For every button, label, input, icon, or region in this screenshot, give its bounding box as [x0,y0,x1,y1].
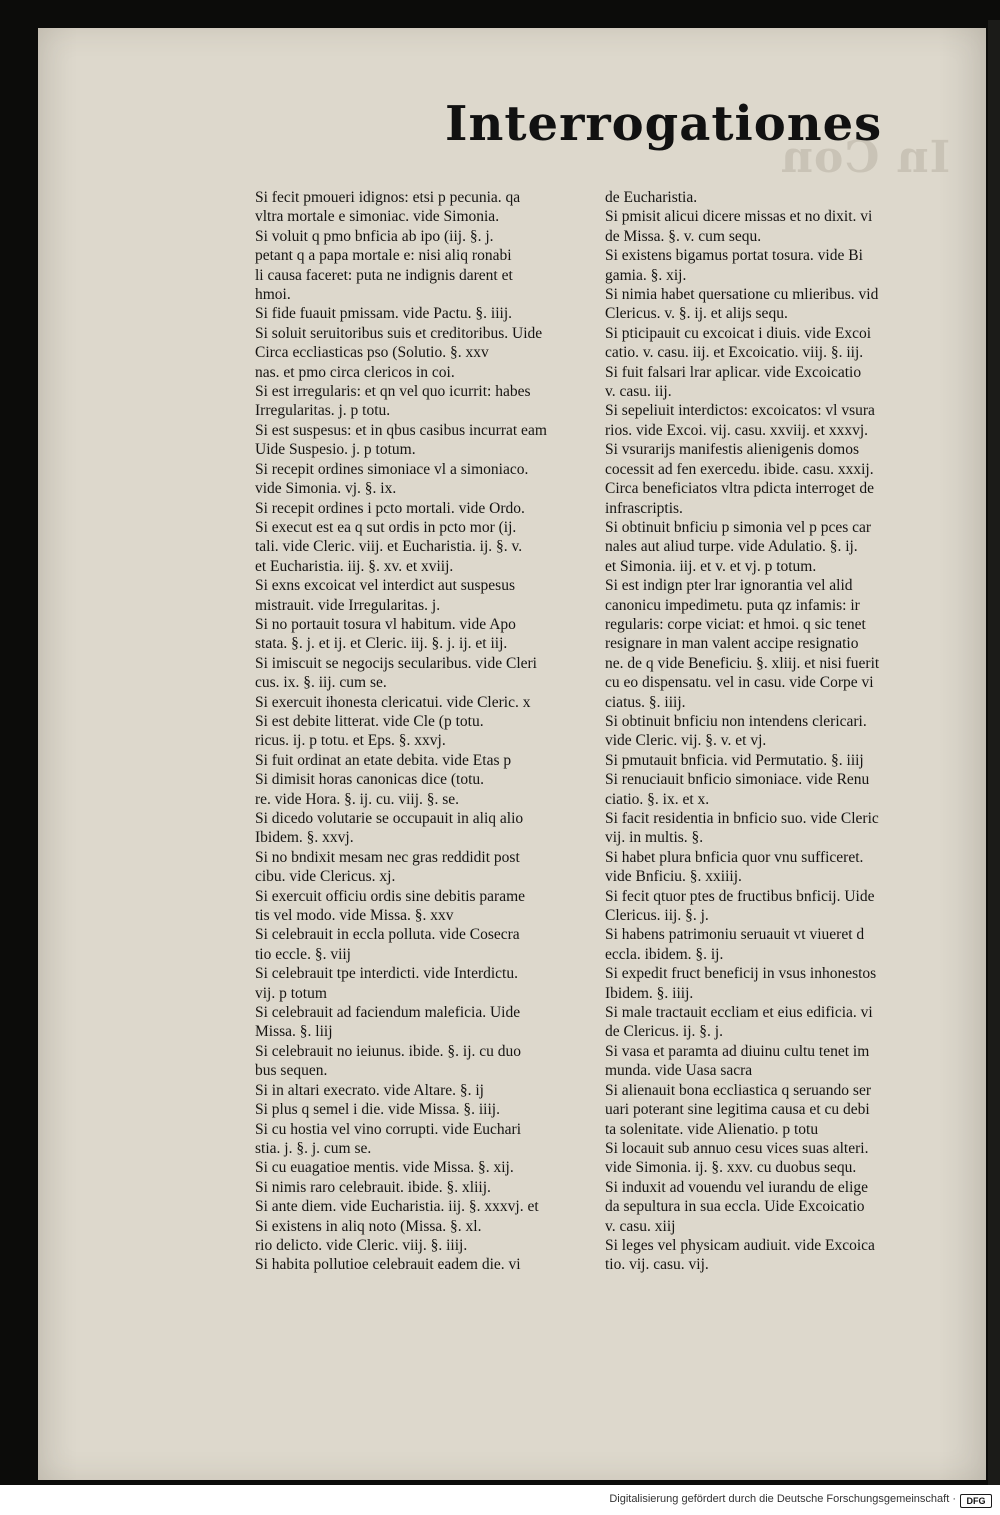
left-column-line: Si cu hostia vel vino corrupti. vide Euchari [255,1120,522,1138]
right-column-line: Si habens patrimoniu seruauit vt viueret d [605,926,865,944]
right-column-line: gamia. §. xij. [605,266,687,284]
right-column-line: v. casu. iij. [605,383,672,401]
right-column-line: ta solenitate. vide Alienatio. p totu [605,1120,819,1138]
right-column-line: cu eo dispensatu. vel in casu. vide Corpe vi [605,674,874,692]
left-column-line: Si ante diem. vide Eucharistia. iij. §. xxxvj. et [255,1198,539,1216]
right-column-line: vide Simonia. ij. §. xxv. cu duobus sequ. [605,1159,857,1177]
right-column-line: Si facit residentia in bnficio suo. vide Cleric [605,810,879,827]
left-column-line: ricus. ij. p totu. et Eps. §. xxvj. [255,732,446,750]
left-column-line: Si exns excoicat vel interdict aut suspesus [255,577,515,595]
right-column-line: Clericus. iij. §. j. [605,907,709,925]
left-column-line: Si habita pollutioe celebrauit eadem die. vi [255,1256,521,1274]
right-column-line: Si sepeliuit interdictos: excoicatos: vl vsura [605,402,875,420]
left-column-line: bus sequen. [255,1062,328,1080]
right-column-line: Si pticipauit cu excoicat i diuis. vide Excoi [605,324,872,342]
left-column-line: Si exercuit ihonesta clericatui. vide Cleric. x [255,693,531,711]
left-column-line: Uide Suspesio. j. p totum. [255,441,416,459]
footer-credit: Digitalisierung gefördert durch die Deutsche Forschungsgemeinschaft · [609,1493,956,1505]
left-column-line: Missa. §. liij [255,1023,333,1041]
left-column-line: Ibidem. §. xxvj. [255,829,354,847]
right-column-line: Si fuit falsari lrar aplicar. vide Excoicatio [605,363,862,381]
right-column-line: Si nimia habet quersatione cu mlieribus. vid [605,286,879,304]
left-column-line: Si est suspesus: et in qbus casibus incurrat eam [255,421,547,439]
left-column-line: Si nimis raro celebrauit. ibide. §. xliij. [255,1178,491,1196]
right-column-line: ciatus. §. iiij. [605,693,686,711]
left-column-line: nas. et pmo circa clericos in coi. [255,363,455,381]
left-column-line: Si celebrauit ad faciendum maleficia. Uide [255,1004,521,1022]
right-column-line: rios. vide Excoi. vij. casu. xxviij. et xxxvj. [605,421,869,439]
left-column-line: stata. §. j. et ij. et Cleric. iij. §. j. ij. et iij. [255,635,508,653]
right-column-line: Si alienauit bona eccliastica q seruando ser [605,1081,871,1099]
scan-edge [988,20,1000,1490]
left-column-line: Irregularitas. j. p totu. [255,402,391,420]
right-column-line: Si fecit qtuor ptes de fructibus bnficij. Uide [605,887,875,905]
bleed-through-heading: In Con [780,132,951,183]
right-column-line: vide Bnficiu. §. xxiiij. [605,868,742,886]
left-column-line: Si exercuit officiu ordis sine debitis parame [255,887,526,905]
right-column-line: tio. vij. casu. vij. [605,1256,709,1274]
right-column-line: Si male tractauit eccliam et eius edificia. vi [605,1004,873,1022]
left-column-line: Si dimisit horas canonicas dice (totu. [255,771,485,789]
right-column-line: uari poterant sine legitima causa et cu debi [605,1101,870,1119]
right-column-line: Si obtinuit bnficiu p simonia vel p pces car [605,518,872,536]
page-title: Interrogationes [445,96,883,152]
right-column-line: Si expedit fruct beneficij in vsus inhonestos [605,965,877,983]
right-column-line: resignare in man valent accipe resignatio [605,635,859,653]
left-column-line: li causa faceret: puta ne indignis darent et [255,266,513,284]
left-column-line: Si imiscuit se negocijs secularibus. vide Cleri [255,654,537,672]
left-column-line: petant q a papa mortale e: nisi aliq ronabi [255,247,512,265]
left-column-line: Si est debite litterat. vide Cle (p totu. [255,712,484,730]
left-column-line: Si fuit ordinat an etate debita. vide Etas p [255,751,512,769]
right-text-column [605,188,935,1275]
right-column-line: Ibidem. §. iiij. [605,984,694,1002]
right-column-line: de Missa. §. v. cum sequ. [605,227,762,245]
left-column-line: rio delicto. vide Cleric. viij. §. iiij. [255,1236,468,1254]
right-column-line: de Clericus. ij. §. j. [605,1023,723,1041]
left-column-line: Si no bndixit mesam nec gras reddidit post [255,848,520,866]
right-column-line: Si habet plura bnficia quor vnu sufficeret. [605,848,864,866]
right-column-line: da sepultura in sua eccla. Uide Excoicatio [605,1198,865,1216]
right-column-line: Si leges vel physicam audiuit. vide Excoica [605,1236,875,1254]
left-column-line: tali. vide Cleric. viij. et Eucharistia. ij. §. v. [255,538,523,556]
right-column-line: Si locauit sub annuo cesu vices suas alteri. [605,1139,869,1157]
left-column-line: Si celebrauit tpe interdicti. vide Interdictu. [255,965,518,983]
left-column-line: hmoi. [255,286,291,304]
right-column-line: cocessit ad fen exercedu. ibide. casu. xxxij. [605,460,874,478]
left-column-line: tio eccle. §. viij [255,945,351,963]
right-column-line: munda. vide Uasa sacra [605,1062,753,1080]
left-column-line: Si soluit seruitoribus suis et creditoribus. Uide [255,324,543,342]
right-column-line: v. casu. xiij [605,1217,676,1235]
left-column-line: Circa eccliasticas pso (Solutio. §. xxv [255,344,489,362]
left-column-line: cibu. vide Clericus. xj. [255,868,396,886]
right-column-line: ciatio. §. ix. et x. [605,790,710,808]
left-column-line: vij. p totum [255,984,327,1002]
left-column-line: Si dicedo volutarie se occupauit in aliq alio [255,810,524,827]
left-column-line: Si celebrauit no ieiunus. ibide. §. ij. cu duo [255,1042,522,1060]
left-column-line: Si execut est ea q sut ordis in pcto mor (ij. [255,518,517,536]
left-column-line: mistrauit. vide Irregularitas. j. [255,596,441,614]
left-column-line: vltra mortale e simoniac. vide Simonia. [255,208,500,226]
left-column-line: Si plus q semel i die. vide Missa. §. iiij. [255,1101,500,1119]
left-column-line: vide Simonia. vj. §. ix. [255,480,397,498]
left-column-line: Si cu euagatioe mentis. vide Missa. §. xij. [255,1159,514,1177]
right-column-line: eccla. ibidem. §. ij. [605,945,724,963]
right-column-line: Clericus. v. §. ij. et alijs sequ. [605,305,788,323]
left-column-line: Si est irregularis: et qn vel quo icurrit: habes [255,383,531,401]
right-column-line: canonicu impedimetu. puta qz infamis: ir [605,596,860,614]
dfg-logo: DFG [960,1494,992,1508]
right-column-line: et Simonia. iij. et v. et vj. p totum. [605,557,817,575]
right-column-line: Si est indign pter lrar ignorantia vel alid [605,577,853,595]
right-column-line: Si obtinuit bnficiu non intendens clericari. [605,712,867,730]
right-column-line: Si renuciauit bnficio simoniace. vide Renu [605,771,870,789]
right-column-line: Si induxit ad vouendu vel iurandu de elige [605,1178,869,1196]
right-column-line: nales aut aliud turpe. vide Adulatio. §. ij. [605,538,858,556]
right-column-line: infrascriptis. [605,499,683,517]
right-column-line: Si vasa et paramta ad diuinu cultu tenet im [605,1042,870,1060]
left-column-line: Si no portauit tosura vl habitum. vide Apo [255,615,516,633]
right-column-line: ne. de q vide Beneficiu. §. xliij. et nisi fuerit [605,654,880,672]
right-column-line: catio. v. casu. iij. et Excoicatio. viij. §. iij. [605,344,864,362]
left-column-line: Si celebrauit in eccla polluta. vide Cosecra [255,926,520,944]
left-column-line: Si recepit ordines i pcto mortali. vide Ordo. [255,499,525,517]
left-text-column [255,188,595,1275]
left-column-line: Si existens in aliq noto (Missa. §. xl. [255,1217,482,1235]
left-column-line: Si fecit pmoueri idignos: etsi p pecunia. qa [255,189,521,206]
footer-bar [0,1485,1000,1515]
left-column-line: re. vide Hora. §. ij. cu. viij. §. se. [255,790,460,808]
left-column-line: stia. j. §. j. cum se. [255,1139,372,1157]
right-column-line: vij. in multis. §. [605,829,704,847]
right-column-line: vide Cleric. vij. §. v. et vj. [605,732,767,750]
right-column-line: regularis: corpe viciat: et hmoi. q sic tenet [605,615,866,633]
right-column-line: de Eucharistia. [605,189,698,206]
right-column-line: Si vsurarijs manifestis alienigenis domos [605,441,860,459]
right-column-line: Si pmisit alicui dicere missas et no dixit. vi [605,208,873,226]
left-column-line: tis vel modo. vide Missa. §. xxv [255,907,454,925]
left-column-line: Si fide fuauit pmissam. vide Pactu. §. iiij. [255,305,513,323]
left-column-line: Si recepit ordines simoniace vl a simoniaco. [255,460,529,478]
right-column-line: Si pmutauit bnficia. vid Permutatio. §. iiij [605,751,864,769]
left-column-line: et Eucharistia. iij. §. xv. et xviij. [255,557,454,575]
right-column-line: Si existens bigamus portat tosura. vide Bi [605,247,863,265]
left-column-line: cus. ix. §. iij. cum se. [255,674,387,692]
right-column-line: Circa beneficiatos vltra pdicta interroget de [605,480,874,498]
left-column-line: Si in altari execrato. vide Altare. §. ij [255,1081,484,1099]
left-column-line: Si voluit q pmo bnficia ab ipo (iij. §. j. [255,227,494,245]
